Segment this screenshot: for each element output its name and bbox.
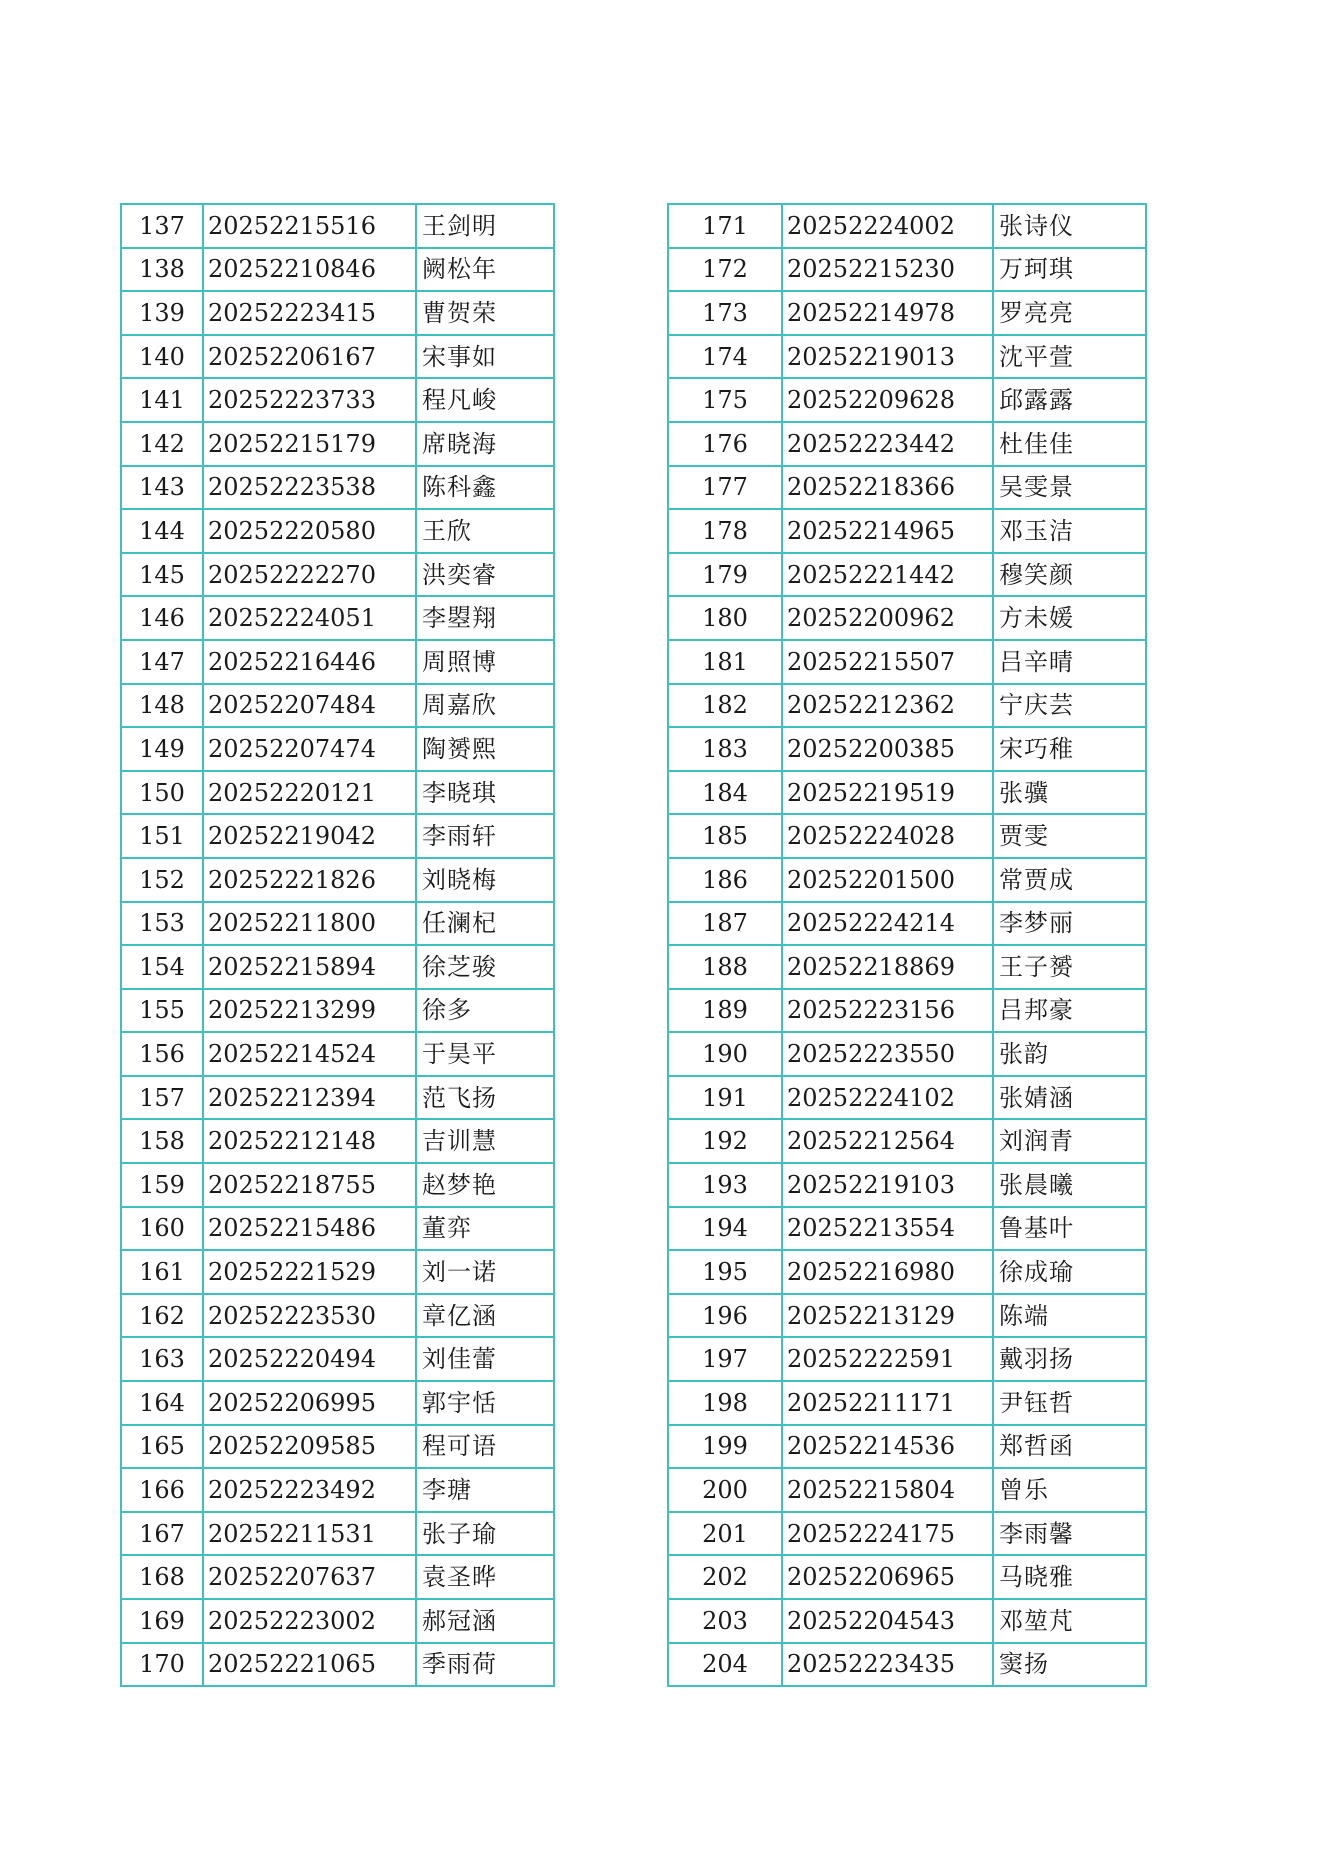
exam-id-cell: 20252214978 xyxy=(782,291,993,335)
name-cell: 赵梦艳 xyxy=(416,1163,554,1207)
exam-id-cell: 20252218366 xyxy=(782,466,993,510)
seq-cell: 186 xyxy=(668,858,782,902)
exam-id-cell: 20252206995 xyxy=(203,1381,416,1425)
table-row xyxy=(668,989,1146,1033)
seq-cell: 180 xyxy=(668,596,782,640)
table-row xyxy=(668,727,1146,771)
seq-cell: 160 xyxy=(121,1207,203,1251)
seq-cell: 158 xyxy=(121,1119,203,1163)
name-cell: 吕邦豪 xyxy=(993,989,1146,1033)
exam-id-cell: 20252221529 xyxy=(203,1250,416,1294)
table-row xyxy=(668,771,1146,815)
seq-cell: 196 xyxy=(668,1294,782,1338)
seq-cell: 169 xyxy=(121,1599,203,1643)
seq-cell: 165 xyxy=(121,1425,203,1469)
exam-id-cell: 20252209628 xyxy=(782,378,993,422)
name-cell: 邓堃芃 xyxy=(993,1599,1146,1643)
table-row xyxy=(121,902,554,946)
seq-cell: 164 xyxy=(121,1381,203,1425)
name-cell: 穆笑颜 xyxy=(993,553,1146,597)
seq-cell: 151 xyxy=(121,814,203,858)
name-cell: 郑哲函 xyxy=(993,1425,1146,1469)
seq-cell: 170 xyxy=(121,1643,203,1687)
name-cell: 张骥 xyxy=(993,771,1146,815)
name-cell: 袁圣晔 xyxy=(416,1555,554,1599)
seq-cell: 152 xyxy=(121,858,203,902)
name-cell: 王子赟 xyxy=(993,945,1146,989)
exam-id-cell: 20252219519 xyxy=(782,771,993,815)
name-cell: 王欣 xyxy=(416,509,554,553)
seq-cell: 175 xyxy=(668,378,782,422)
seq-cell: 155 xyxy=(121,989,203,1033)
seq-cell: 172 xyxy=(668,248,782,292)
exam-id-cell: 20252219042 xyxy=(203,814,416,858)
seq-cell: 195 xyxy=(668,1250,782,1294)
exam-id-cell: 20252223492 xyxy=(203,1468,416,1512)
table-row xyxy=(668,1337,1146,1381)
table-row xyxy=(668,902,1146,946)
table-row xyxy=(668,858,1146,902)
table-row xyxy=(121,814,554,858)
exam-id-cell: 20252206167 xyxy=(203,335,416,379)
seq-cell: 203 xyxy=(668,1599,782,1643)
seq-cell: 198 xyxy=(668,1381,782,1425)
exam-id-cell: 20252211531 xyxy=(203,1512,416,1556)
seq-cell: 199 xyxy=(668,1425,782,1469)
seq-cell: 161 xyxy=(121,1250,203,1294)
table-row xyxy=(121,1337,554,1381)
name-cell: 窦扬 xyxy=(993,1643,1146,1687)
exam-id-cell: 20252213299 xyxy=(203,989,416,1033)
roster-table-body xyxy=(121,204,554,1686)
exam-id-cell: 20252200385 xyxy=(782,727,993,771)
table-row xyxy=(668,640,1146,684)
exam-id-cell: 20252212362 xyxy=(782,684,993,728)
name-cell: 张婧涵 xyxy=(993,1076,1146,1120)
exam-id-cell: 20252221826 xyxy=(203,858,416,902)
exam-id-cell: 20252224051 xyxy=(203,596,416,640)
exam-id-cell: 20252223442 xyxy=(782,422,993,466)
seq-cell: 178 xyxy=(668,509,782,553)
name-cell: 鲁基叶 xyxy=(993,1207,1146,1251)
name-cell: 杜佳佳 xyxy=(993,422,1146,466)
seq-cell: 185 xyxy=(668,814,782,858)
table-row xyxy=(668,335,1146,379)
table-row xyxy=(121,1599,554,1643)
exam-id-cell: 20252223435 xyxy=(782,1643,993,1687)
exam-id-cell: 20252201500 xyxy=(782,858,993,902)
name-cell: 徐多 xyxy=(416,989,554,1033)
seq-cell: 146 xyxy=(121,596,203,640)
exam-id-cell: 20252219013 xyxy=(782,335,993,379)
table-row xyxy=(121,466,554,510)
name-cell: 张子瑜 xyxy=(416,1512,554,1556)
seq-cell: 174 xyxy=(668,335,782,379)
name-cell: 郝冠涵 xyxy=(416,1599,554,1643)
name-cell: 刘晓梅 xyxy=(416,858,554,902)
exam-id-cell: 20252220121 xyxy=(203,771,416,815)
seq-cell: 147 xyxy=(121,640,203,684)
table-row xyxy=(668,1512,1146,1556)
table-row xyxy=(121,378,554,422)
name-cell: 李晓琪 xyxy=(416,771,554,815)
name-cell: 邱露露 xyxy=(993,378,1146,422)
table-row xyxy=(668,684,1146,728)
table-row xyxy=(121,553,554,597)
name-cell: 程可语 xyxy=(416,1425,554,1469)
table-row xyxy=(668,1381,1146,1425)
table-row xyxy=(668,1207,1146,1251)
exam-id-cell: 20252215230 xyxy=(782,248,993,292)
table-row xyxy=(121,771,554,815)
table-row xyxy=(668,378,1146,422)
name-cell: 徐成瑜 xyxy=(993,1250,1146,1294)
name-cell: 张诗仪 xyxy=(993,204,1146,248)
name-cell: 吴雯景 xyxy=(993,466,1146,510)
exam-id-cell: 20252218869 xyxy=(782,945,993,989)
table-row xyxy=(668,1076,1146,1120)
exam-id-cell: 20252211800 xyxy=(203,902,416,946)
seq-cell: 190 xyxy=(668,1032,782,1076)
seq-cell: 139 xyxy=(121,291,203,335)
seq-cell: 150 xyxy=(121,771,203,815)
table-row xyxy=(668,1555,1146,1599)
name-cell: 曾乐 xyxy=(993,1468,1146,1512)
exam-id-cell: 20252220580 xyxy=(203,509,416,553)
name-cell: 张韵 xyxy=(993,1032,1146,1076)
exam-id-cell: 20252224214 xyxy=(782,902,993,946)
seq-cell: 171 xyxy=(668,204,782,248)
exam-id-cell: 20252210846 xyxy=(203,248,416,292)
seq-cell: 167 xyxy=(121,1512,203,1556)
name-cell: 陈端 xyxy=(993,1294,1146,1338)
exam-id-cell: 20252215804 xyxy=(782,1468,993,1512)
exam-id-cell: 20252221065 xyxy=(203,1643,416,1687)
table-row xyxy=(121,1425,554,1469)
seq-cell: 141 xyxy=(121,378,203,422)
table-row xyxy=(121,335,554,379)
table-row xyxy=(668,1425,1146,1469)
table-row xyxy=(668,1468,1146,1512)
exam-id-cell: 20252209585 xyxy=(203,1425,416,1469)
table-row xyxy=(121,596,554,640)
seq-cell: 181 xyxy=(668,640,782,684)
exam-id-cell: 20252204543 xyxy=(782,1599,993,1643)
name-cell: 吕辛晴 xyxy=(993,640,1146,684)
table-row xyxy=(668,1119,1146,1163)
exam-id-cell: 20252223550 xyxy=(782,1032,993,1076)
exam-id-cell: 20252214965 xyxy=(782,509,993,553)
seq-cell: 163 xyxy=(121,1337,203,1381)
table-row xyxy=(668,1643,1146,1687)
table-row xyxy=(121,248,554,292)
name-cell: 沈平萱 xyxy=(993,335,1146,379)
seq-cell: 168 xyxy=(121,1555,203,1599)
name-cell: 李雨馨 xyxy=(993,1512,1146,1556)
table-row xyxy=(121,204,554,248)
seq-cell: 182 xyxy=(668,684,782,728)
seq-cell: 187 xyxy=(668,902,782,946)
exam-id-cell: 20252212564 xyxy=(782,1119,993,1163)
name-cell: 陶赟熙 xyxy=(416,727,554,771)
name-cell: 戴羽扬 xyxy=(993,1337,1146,1381)
table-row xyxy=(668,1294,1146,1338)
exam-id-cell: 20252212394 xyxy=(203,1076,416,1120)
table-row xyxy=(121,1643,554,1687)
seq-cell: 188 xyxy=(668,945,782,989)
table-row xyxy=(121,1555,554,1599)
table-row xyxy=(121,291,554,335)
table-row xyxy=(121,1294,554,1338)
name-cell: 程凡峻 xyxy=(416,378,554,422)
name-cell: 吉训慧 xyxy=(416,1119,554,1163)
exam-id-cell: 20252214524 xyxy=(203,1032,416,1076)
exam-id-cell: 20252223538 xyxy=(203,466,416,510)
exam-id-cell: 20252215894 xyxy=(203,945,416,989)
seq-cell: 194 xyxy=(668,1207,782,1251)
seq-cell: 197 xyxy=(668,1337,782,1381)
exam-id-cell: 20252215179 xyxy=(203,422,416,466)
table-row xyxy=(121,640,554,684)
exam-id-cell: 20252215507 xyxy=(782,640,993,684)
seq-cell: 204 xyxy=(668,1643,782,1687)
table-row xyxy=(121,1119,554,1163)
table-row xyxy=(668,204,1146,248)
exam-id-cell: 20252207484 xyxy=(203,684,416,728)
name-cell: 罗亮亮 xyxy=(993,291,1146,335)
name-cell: 郭宇恬 xyxy=(416,1381,554,1425)
name-cell: 宋巧稚 xyxy=(993,727,1146,771)
exam-id-cell: 20252223415 xyxy=(203,291,416,335)
name-cell: 常贾成 xyxy=(993,858,1146,902)
name-cell: 李梦丽 xyxy=(993,902,1146,946)
seq-cell: 137 xyxy=(121,204,203,248)
roster-table-left xyxy=(120,203,555,1687)
table-row xyxy=(668,814,1146,858)
exam-id-cell: 20252206965 xyxy=(782,1555,993,1599)
table-row xyxy=(121,1250,554,1294)
table-row xyxy=(668,1599,1146,1643)
seq-cell: 192 xyxy=(668,1119,782,1163)
exam-id-cell: 20252223002 xyxy=(203,1599,416,1643)
seq-cell: 191 xyxy=(668,1076,782,1120)
table-row xyxy=(121,989,554,1033)
exam-id-cell: 20252214536 xyxy=(782,1425,993,1469)
seq-cell: 189 xyxy=(668,989,782,1033)
seq-cell: 183 xyxy=(668,727,782,771)
name-cell: 任澜杞 xyxy=(416,902,554,946)
name-cell: 万珂琪 xyxy=(993,248,1146,292)
name-cell: 于昊平 xyxy=(416,1032,554,1076)
seq-cell: 149 xyxy=(121,727,203,771)
name-cell: 李曌翔 xyxy=(416,596,554,640)
table-row xyxy=(668,945,1146,989)
table-row xyxy=(121,684,554,728)
name-cell: 宁庆芸 xyxy=(993,684,1146,728)
name-cell: 李雨轩 xyxy=(416,814,554,858)
exam-id-cell: 20252222591 xyxy=(782,1337,993,1381)
name-cell: 邓玉洁 xyxy=(993,509,1146,553)
seq-cell: 162 xyxy=(121,1294,203,1338)
table-row xyxy=(668,248,1146,292)
seq-cell: 173 xyxy=(668,291,782,335)
name-cell: 董弈 xyxy=(416,1207,554,1251)
roster-table-right xyxy=(667,203,1147,1687)
seq-cell: 142 xyxy=(121,422,203,466)
name-cell: 周嘉欣 xyxy=(416,684,554,728)
table-row xyxy=(668,1163,1146,1207)
exam-id-cell: 20252216980 xyxy=(782,1250,993,1294)
exam-id-cell: 20252207474 xyxy=(203,727,416,771)
table-row xyxy=(121,727,554,771)
table-row xyxy=(668,466,1146,510)
exam-id-cell: 20252219103 xyxy=(782,1163,993,1207)
name-cell: 刘佳蕾 xyxy=(416,1337,554,1381)
exam-id-cell: 20252224175 xyxy=(782,1512,993,1556)
name-cell: 马晓雅 xyxy=(993,1555,1146,1599)
exam-id-cell: 20252213554 xyxy=(782,1207,993,1251)
name-cell: 席晓海 xyxy=(416,422,554,466)
seq-cell: 154 xyxy=(121,945,203,989)
exam-id-cell: 20252224002 xyxy=(782,204,993,248)
seq-cell: 145 xyxy=(121,553,203,597)
seq-cell: 179 xyxy=(668,553,782,597)
name-cell: 张晨曦 xyxy=(993,1163,1146,1207)
table-row xyxy=(121,509,554,553)
name-cell: 曹贺荣 xyxy=(416,291,554,335)
seq-cell: 193 xyxy=(668,1163,782,1207)
name-cell: 周照博 xyxy=(416,640,554,684)
exam-id-cell: 20252224102 xyxy=(782,1076,993,1120)
table-row xyxy=(121,1512,554,1556)
name-cell: 阙松年 xyxy=(416,248,554,292)
exam-id-cell: 20252213129 xyxy=(782,1294,993,1338)
seq-cell: 157 xyxy=(121,1076,203,1120)
seq-cell: 166 xyxy=(121,1468,203,1512)
name-cell: 徐芝骏 xyxy=(416,945,554,989)
seq-cell: 148 xyxy=(121,684,203,728)
seq-cell: 176 xyxy=(668,422,782,466)
seq-cell: 144 xyxy=(121,509,203,553)
table-row xyxy=(121,1207,554,1251)
table-row xyxy=(121,422,554,466)
name-cell: 方未媛 xyxy=(993,596,1146,640)
roster-table-body xyxy=(668,204,1146,1686)
table-row xyxy=(668,596,1146,640)
exam-id-cell: 20252216446 xyxy=(203,640,416,684)
seq-cell: 138 xyxy=(121,248,203,292)
name-cell: 章亿涵 xyxy=(416,1294,554,1338)
table-row xyxy=(121,1076,554,1120)
exam-id-cell: 20252200962 xyxy=(782,596,993,640)
seq-cell: 177 xyxy=(668,466,782,510)
name-cell: 贾雯 xyxy=(993,814,1146,858)
exam-id-cell: 20252223733 xyxy=(203,378,416,422)
seq-cell: 156 xyxy=(121,1032,203,1076)
exam-id-cell: 20252222270 xyxy=(203,553,416,597)
seq-cell: 201 xyxy=(668,1512,782,1556)
seq-cell: 153 xyxy=(121,902,203,946)
table-row xyxy=(668,1250,1146,1294)
exam-id-cell: 20252220494 xyxy=(203,1337,416,1381)
table-row xyxy=(121,1163,554,1207)
table-row xyxy=(668,1032,1146,1076)
table-row xyxy=(668,291,1146,335)
name-cell: 季雨荷 xyxy=(416,1643,554,1687)
exam-id-cell: 20252207637 xyxy=(203,1555,416,1599)
exam-id-cell: 20252221442 xyxy=(782,553,993,597)
name-cell: 尹钰哲 xyxy=(993,1381,1146,1425)
name-cell: 李瑭 xyxy=(416,1468,554,1512)
seq-cell: 200 xyxy=(668,1468,782,1512)
exam-id-cell: 20252215516 xyxy=(203,204,416,248)
table-row xyxy=(668,553,1146,597)
exam-id-cell: 20252211171 xyxy=(782,1381,993,1425)
exam-id-cell: 20252223530 xyxy=(203,1294,416,1338)
exam-id-cell: 20252223156 xyxy=(782,989,993,1033)
name-cell: 宋事如 xyxy=(416,335,554,379)
table-row xyxy=(668,422,1146,466)
name-cell: 王剑明 xyxy=(416,204,554,248)
table-row xyxy=(121,858,554,902)
name-cell: 范飞扬 xyxy=(416,1076,554,1120)
name-cell: 洪奕睿 xyxy=(416,553,554,597)
exam-id-cell: 20252215486 xyxy=(203,1207,416,1251)
table-row xyxy=(121,1468,554,1512)
exam-id-cell: 20252218755 xyxy=(203,1163,416,1207)
exam-id-cell: 20252224028 xyxy=(782,814,993,858)
table-row xyxy=(668,509,1146,553)
seq-cell: 143 xyxy=(121,466,203,510)
table-row xyxy=(121,1381,554,1425)
seq-cell: 140 xyxy=(121,335,203,379)
exam-id-cell: 20252212148 xyxy=(203,1119,416,1163)
seq-cell: 159 xyxy=(121,1163,203,1207)
table-row xyxy=(121,945,554,989)
name-cell: 陈科鑫 xyxy=(416,466,554,510)
name-cell: 刘一诺 xyxy=(416,1250,554,1294)
name-cell: 刘润青 xyxy=(993,1119,1146,1163)
seq-cell: 184 xyxy=(668,771,782,815)
table-row xyxy=(121,1032,554,1076)
seq-cell: 202 xyxy=(668,1555,782,1599)
